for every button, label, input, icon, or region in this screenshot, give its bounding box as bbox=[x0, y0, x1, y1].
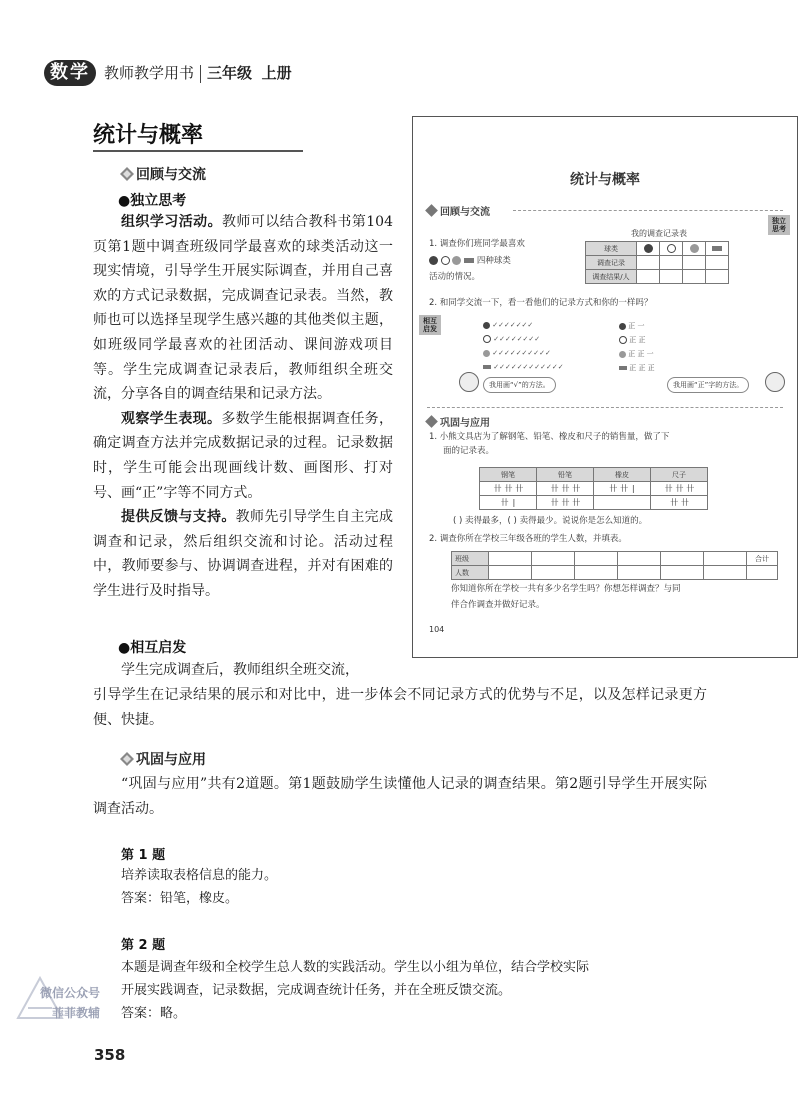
q1-line1: 培养读取表格信息的能力。 bbox=[121, 868, 278, 883]
table-cell: 钢笔 bbox=[480, 468, 537, 482]
consolidate-intro: “巩固与应用”共有2道题。第1题鼓励学生读懂他人记录的调查结果。第2题引导学生开展实际调查活动。 bbox=[93, 776, 707, 817]
textbook-page bbox=[412, 116, 798, 658]
grade-label: 三年级 bbox=[207, 64, 253, 82]
table-row bbox=[452, 566, 778, 580]
table-cell: 卄 卄 卄 bbox=[537, 496, 594, 510]
table-cell bbox=[618, 552, 661, 566]
table-cell bbox=[575, 566, 618, 580]
table-row bbox=[586, 242, 729, 256]
table-cell: 卄 卄 卄 bbox=[480, 482, 537, 496]
table-cell: 卄 卄 bbox=[651, 496, 708, 510]
table-cell bbox=[618, 566, 661, 580]
badminton-icon bbox=[619, 366, 627, 370]
table-cell bbox=[637, 256, 660, 270]
textbook-q1-line2-text: 四种球类 bbox=[476, 256, 511, 266]
tally-row bbox=[483, 335, 540, 343]
table-cell: 橡皮 bbox=[594, 468, 651, 482]
class-count-table bbox=[451, 551, 778, 580]
basketball-icon bbox=[429, 256, 438, 265]
table-cell bbox=[704, 552, 747, 566]
watermark-line1: 微信公众号 bbox=[40, 986, 101, 1000]
textbook-q2: 2. 和同学交流一下，看一看他们的记录方式和你的一样吗？ bbox=[429, 298, 653, 308]
title-underline bbox=[93, 150, 303, 152]
basketball-icon bbox=[483, 322, 490, 329]
tally-marks: ✓✓✓✓✓✓✓✓✓✓✓✓ bbox=[493, 363, 564, 371]
table-row bbox=[452, 552, 778, 566]
diamond-icon bbox=[120, 752, 134, 766]
table-cell bbox=[706, 256, 729, 270]
table-cell: 卄 | bbox=[480, 496, 537, 510]
table-cell bbox=[489, 566, 532, 580]
boy-avatar bbox=[459, 372, 479, 392]
tally-row bbox=[619, 321, 644, 331]
soccer-ball-icon bbox=[483, 335, 491, 343]
textbook-consolidate-heading-text: 巩固与应用 bbox=[440, 418, 490, 429]
textbook-q1-line2 bbox=[429, 255, 511, 268]
paragraph-organize-lead: 组织学习活动。 bbox=[121, 214, 222, 230]
paragraph-observe bbox=[93, 407, 393, 505]
tally-marks: ✓✓✓✓✓✓✓✓ bbox=[493, 335, 541, 343]
subject-badge: 数学 bbox=[44, 60, 96, 86]
basketball-icon bbox=[619, 323, 626, 330]
soccer-ball-icon bbox=[441, 256, 450, 265]
tally-row bbox=[483, 363, 564, 371]
table-cell: 班级 bbox=[452, 552, 489, 566]
table-cell bbox=[706, 270, 729, 284]
tally-row bbox=[619, 335, 645, 345]
tally-row bbox=[483, 321, 533, 329]
tally-row bbox=[619, 363, 655, 373]
table-cell bbox=[532, 552, 575, 566]
header-divider bbox=[200, 65, 201, 83]
review-heading bbox=[120, 164, 206, 184]
paragraph-observe-lead: 观察学生表现。 bbox=[121, 410, 222, 427]
textbook-review-heading bbox=[427, 203, 490, 218]
textbook-c2-q2: 伴合作调查并做好记录。 bbox=[451, 600, 545, 610]
volleyball-icon bbox=[619, 351, 626, 358]
book-header bbox=[104, 61, 292, 85]
textbook-consolidate-heading bbox=[427, 414, 490, 429]
tag-independent: 独立思考 bbox=[768, 215, 790, 235]
badminton-icon bbox=[483, 365, 491, 369]
table-cell: 调查记录 bbox=[586, 256, 637, 270]
badminton-icon bbox=[712, 246, 722, 251]
textbook-q1-line1: 1. 调查你们班同学最喜欢 bbox=[429, 239, 525, 249]
paragraph-organize-text: 教师可以结合教科书第104页第1题中调查班级同学最喜欢的球类活动这一现实情境，引导学生开展实际调查，并用自己喜欢的方式记录数据，完成调查记录表。当然，教师也可以选择呈现学生感兴趣的其他类似主题，如班级同学最喜欢的社团活动、课间游戏项目等。学生完成调查记录表后，教师组织全班交流，分享各自的调查结果和记录方法。 bbox=[93, 214, 393, 403]
volleyball-icon bbox=[452, 256, 461, 265]
textbook-title: 统计与概率 bbox=[570, 172, 640, 188]
table-cell bbox=[489, 552, 532, 566]
textbook-review-heading-text: 回顾与交流 bbox=[440, 207, 490, 218]
soccer-ball-icon bbox=[619, 336, 627, 344]
paragraph-observe-text: 多数学生能根据调查任务，确定调查方法并完成数据记录的过程。记录数据时，学生可能会出现画线计数、画图形、打对号、画“正”字等不同方式。 bbox=[93, 410, 394, 501]
table-cell bbox=[594, 496, 651, 510]
consolidate-heading-text: 巩固与应用 bbox=[136, 752, 206, 768]
table-cell bbox=[660, 242, 683, 256]
table-cell: 球类 bbox=[586, 242, 637, 256]
table-cell bbox=[575, 552, 618, 566]
table-cell: 卄 卄 卄 bbox=[537, 482, 594, 496]
table-cell: 铅笔 bbox=[537, 468, 594, 482]
textbook-page-number: 104 bbox=[429, 625, 445, 634]
dashed-rule bbox=[513, 210, 783, 212]
volleyball-icon bbox=[690, 244, 699, 253]
q2-title: 第 2 题 bbox=[121, 938, 166, 953]
diamond-icon bbox=[120, 167, 134, 181]
textbook-q1-line3: 活动的情况。 bbox=[429, 272, 481, 282]
table-cell bbox=[532, 566, 575, 580]
mutual-heading: ●相互启发 bbox=[118, 640, 187, 656]
tally-marks: ✓✓✓✓✓✓✓ bbox=[492, 321, 534, 329]
tally-marks: ✓✓✓✓✓✓✓✓✓✓ bbox=[492, 349, 551, 357]
table-cell: 尺子 bbox=[651, 468, 708, 482]
table-cell: 调查结果/人 bbox=[586, 270, 637, 284]
girl-avatar bbox=[765, 372, 785, 392]
diamond-icon bbox=[425, 204, 438, 217]
table-cell bbox=[704, 566, 747, 580]
tally-zheng: 正 正 一 bbox=[628, 350, 654, 358]
record-table bbox=[585, 241, 729, 284]
table-cell: 卄 卄 卄 bbox=[651, 482, 708, 496]
dashed-rule bbox=[427, 407, 783, 409]
table-cell bbox=[660, 256, 683, 270]
diamond-icon bbox=[425, 415, 438, 428]
review-heading-text: 回顾与交流 bbox=[136, 167, 206, 183]
textbook-c2-q1: 你知道你所在学校一共有多少名学生吗？你想怎样调查？与同 bbox=[451, 584, 681, 594]
table-row bbox=[480, 482, 708, 496]
watermark bbox=[10, 968, 140, 1048]
table-cell bbox=[706, 242, 729, 256]
paragraph-organize bbox=[93, 210, 393, 407]
soccer-ball-icon bbox=[667, 244, 676, 253]
table-cell bbox=[661, 566, 704, 580]
textbook-c1-line2: 面的记录表。 bbox=[443, 446, 495, 456]
paragraph-feedback-lead: 提供反馈与支持。 bbox=[121, 509, 236, 526]
q2-line1: 本题是调查年级和全校学生总人数的实践活动。学生以小组为单位，结合学校实际 bbox=[121, 960, 590, 975]
tally-row bbox=[619, 349, 654, 359]
badminton-icon bbox=[464, 258, 474, 263]
tag-mutual: 相互启发 bbox=[419, 315, 441, 335]
table-cell: 卄 卄 | bbox=[594, 482, 651, 496]
speech-bubble-right: 我用画“正”字的方法。 bbox=[667, 377, 749, 393]
table-row bbox=[586, 256, 729, 270]
tally-row bbox=[483, 349, 551, 357]
table-cell bbox=[683, 270, 706, 284]
tally-zheng: 正 正 bbox=[629, 336, 646, 344]
book-title: 教师教学用书 bbox=[104, 64, 195, 82]
textbook-c2-line: 2. 调查你所在学校三年级各班的学生人数，并填表。 bbox=[429, 534, 627, 544]
sales-table bbox=[479, 467, 708, 510]
table-cell bbox=[661, 552, 704, 566]
table-cell: 合计 bbox=[747, 552, 778, 566]
page-number: 358 bbox=[94, 1046, 126, 1064]
paragraph-feedback bbox=[93, 505, 393, 603]
consolidate-heading bbox=[120, 749, 206, 769]
q1-answer: 答案：铅笔，橡皮。 bbox=[121, 891, 239, 906]
independent-heading: ●独立思考 bbox=[118, 193, 187, 209]
q2-line2: 开展实践调查，记录数据，完成调查统计任务，并在全班反馈交流。 bbox=[121, 983, 512, 998]
watermark-line2: 菲菲教辅 bbox=[52, 1006, 101, 1020]
table-cell bbox=[637, 242, 660, 256]
table-cell bbox=[747, 566, 778, 580]
tally-zheng: 正 正 正 bbox=[629, 364, 655, 372]
mutual-first-line: 学生完成调查后，教师组织全班交流， bbox=[121, 662, 359, 678]
record-table-title: 我的调查记录表 bbox=[631, 229, 687, 238]
table-cell bbox=[683, 242, 706, 256]
q1-title: 第 1 题 bbox=[121, 848, 166, 863]
q2-answer: 答案：略。 bbox=[121, 1006, 187, 1021]
textbook-c1-line1: 1. 小熊文具店为了解钢笔、铅笔、橡皮和尺子的销售量，做了下 bbox=[429, 432, 670, 442]
mutual-body: 引导学生在记录结果的展示和对比中，进一步体会不同记录方式的优势与不足，以及怎样记录更方便、快捷。 bbox=[93, 687, 707, 728]
table-row bbox=[480, 496, 708, 510]
independent-body bbox=[93, 210, 393, 604]
table-row bbox=[480, 468, 708, 482]
speech-bubble-left: 我用画“√”的方法。 bbox=[483, 377, 556, 393]
table-cell: 人数 bbox=[452, 566, 489, 580]
tally-zheng: 正 一 bbox=[628, 322, 645, 330]
table-cell bbox=[683, 256, 706, 270]
volume-label: 上册 bbox=[261, 64, 292, 82]
table-row bbox=[586, 270, 729, 284]
page-title: 统计与概率 bbox=[93, 123, 204, 148]
paragraph-feedback-text: 教师先引导学生自主完成调查和记录，然后组织交流和讨论。活动过程中，教师要参与、协调调查进程，并对有困难的学生进行及时指导。 bbox=[93, 509, 394, 599]
volleyball-icon bbox=[483, 350, 490, 357]
textbook-c1-question: ( ) 卖得最多，( ) 卖得最少。说说你是怎么知道的。 bbox=[453, 516, 648, 526]
table-cell bbox=[660, 270, 683, 284]
basketball-icon bbox=[644, 244, 653, 253]
table-cell bbox=[637, 270, 660, 284]
